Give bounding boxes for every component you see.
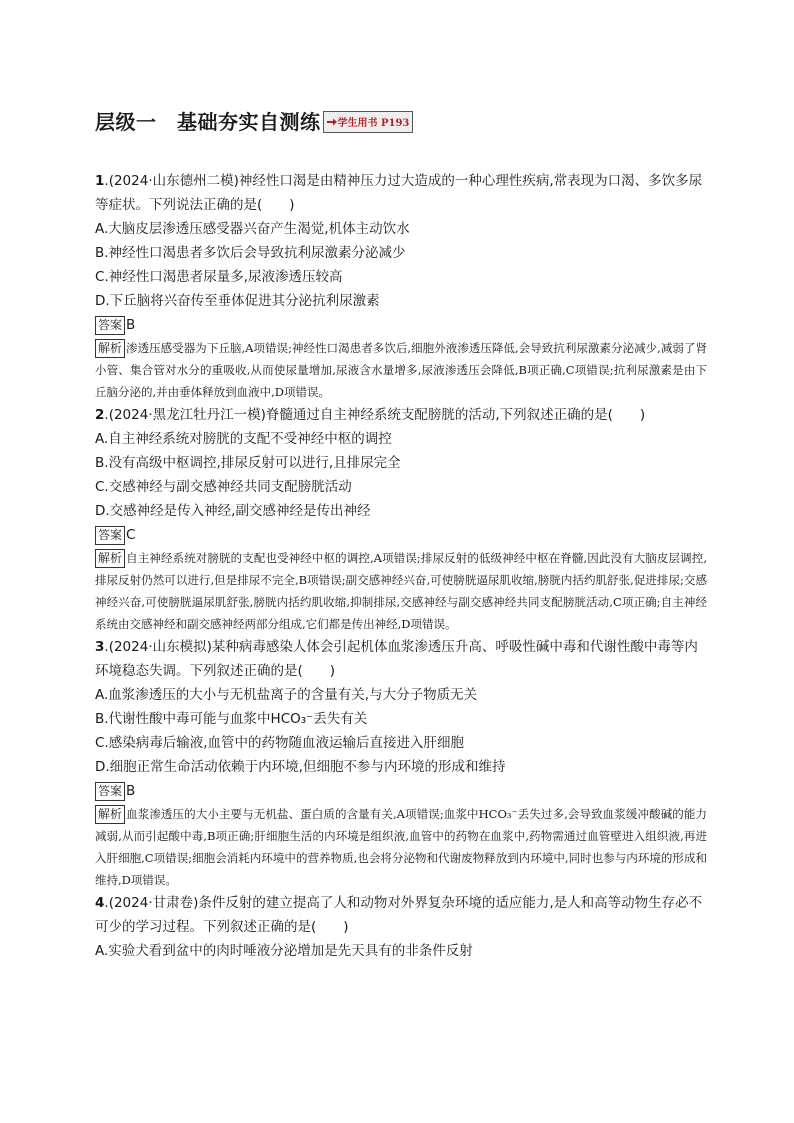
- analysis-tag: 解析: [95, 549, 125, 568]
- option-a: A.大脑皮层渗透压感受器兴奋产生渴觉,机体主动饮水: [95, 221, 410, 237]
- answer-tag: 答案: [95, 782, 125, 801]
- question-1: [95, 169, 707, 403]
- question-text: .(2024·黑龙江牡丹江一模)脊髓通过自主神经系统支配膀胱的活动,下列叙述正确的是( ): [104, 407, 646, 423]
- analysis-paragraph: [95, 337, 707, 403]
- option-d: D.交感神经是传入神经,副交感神经是传出神经: [95, 503, 371, 519]
- analysis-paragraph: [95, 803, 707, 891]
- question-number: 3: [95, 639, 105, 655]
- question-text: .(2024·山东模拟)某种病毒感染人体会引起机体血浆渗透压升高、呼吸性碱中毒和代谢性酸中毒等内环境稳态失调。下列叙述正确的是( ): [95, 639, 698, 679]
- option-b: B.代谢性酸中毒可能与血浆中HCO₃⁻丢失有关: [95, 711, 368, 727]
- question-text: .(2024·山东德州二模)神经性口渴是由精神压力过大造成的一种心理性疾病,常表现为口渴、多饮多尿等症状。下列说法正确的是( ): [95, 173, 703, 213]
- question-number: 1: [95, 173, 105, 189]
- question-stem: [95, 403, 707, 427]
- section-heading: 层级一 基础夯实自测练: [95, 110, 321, 134]
- analysis-tag: 解析: [95, 805, 125, 824]
- answer-value: B: [126, 317, 136, 333]
- answer-row: [95, 524, 707, 546]
- question-number: 2: [95, 407, 105, 423]
- analysis-text: 渗透压感受器为下丘脑,A项错误;神经性口渴患者多饮后,细胞外液渗透压降低,会导致抗利尿激素分泌减少,减弱了肾小管、集合管对水分的重吸收,从而使尿量增加,尿液含水量增多,尿液渗透压会降低,B项正确,C项错误;抗利尿激素是由下丘脑分泌的,并由垂体释放到血液中,D项错误。: [95, 341, 707, 399]
- answer-value: C: [126, 527, 136, 543]
- option-d: D.下丘脑将兴奋传至垂体促进其分泌抗利尿激素: [95, 293, 380, 309]
- question-stem: [95, 635, 707, 683]
- option-a: A.血浆渗透压的大小与无机盐离子的含量有关,与大分子物质无关: [95, 687, 478, 703]
- section-heading-row: [95, 106, 413, 135]
- option-c: C.感染病毒后输液,血管中的药物随血液运输后直接进入肝细胞: [95, 735, 465, 751]
- answer-tag: 答案: [95, 316, 125, 335]
- question-4: [95, 891, 707, 963]
- option-d: D.细胞正常生命活动依赖于内环境,但细胞不参与内环境的形成和维持: [95, 759, 506, 775]
- question-stem: [95, 169, 707, 217]
- arrow-right-icon: [327, 118, 337, 126]
- option-b: B.神经性口渴患者多饮后会导致抗利尿激素分泌减少: [95, 245, 406, 261]
- option-c: C.神经性口渴患者尿量多,尿液渗透压较高: [95, 269, 343, 285]
- analysis-text: 自主神经系统对膀胱的支配也受神经中枢的调控,A项错误;排尿反射的低级神经中枢在脊髓,因此没有大脑皮层调控,排尿反射仍然可以进行,但是排尿不完全,B项错误;副交感神经兴奋,可使膀胱逼尿肌收缩,膀胱内括约肌舒张,促进排尿;交感神经兴奋,可使膀胱逼尿肌舒张,膀胱内括约肌收缩,抑制排尿,交感神经与副交感神经共同支配膀胱活动,C项正确;自主神经系统由交感神经和副交感神经两部分组成,它们都是传出神经,D项错误。: [95, 551, 707, 631]
- analysis-tag: 解析: [95, 339, 125, 358]
- answer-row: [95, 314, 707, 336]
- option-b: B.没有高级中枢调控,排尿反射可以进行,且排尿完全: [95, 455, 401, 471]
- answer-row: [95, 780, 707, 802]
- question-3: [95, 635, 707, 891]
- option-c: C.交感神经与副交感神经共同支配膀胱活动: [95, 479, 352, 495]
- question-2: [95, 403, 707, 635]
- question-stem: [95, 891, 707, 939]
- answer-tag: 答案: [95, 526, 125, 545]
- student-book-reference-link[interactable]: [323, 111, 414, 133]
- analysis-paragraph: [95, 547, 707, 635]
- answer-value: B: [126, 783, 136, 799]
- reference-label: 学生用书 P193: [337, 118, 410, 129]
- analysis-text: 血浆渗透压的大小主要与无机盐、蛋白质的含量有关,A项错误;血浆中HCO₃⁻丢失过多,会导致血浆缓冲酸碱的能力减弱,从而引起酸中毒,B项正确;肝细胞生活的内环境是组织液,血管中的药物在血浆中,药物需通过血管壁进入组织液,再进入肝细胞,C项错误;细胞会消耗内环境中的营养物质,也会将分泌物和代谢废物释放到内环境中,同时也参与内环境的形成和维持,D项错误。: [95, 807, 707, 887]
- question-text: .(2024·甘肃卷)条件反射的建立提高了人和动物对外界复杂环境的适应能力,是人和高等动物生存必不可少的学习过程。下列叙述正确的是( ): [95, 895, 703, 935]
- question-number: 4: [95, 895, 105, 911]
- option-a: A.自主神经系统对膀胱的支配不受神经中枢的调控: [95, 431, 392, 447]
- question-list: [95, 169, 707, 963]
- option-a: A.实验犬看到盆中的肉时唾液分泌增加是先天具有的非条件反射: [95, 943, 473, 959]
